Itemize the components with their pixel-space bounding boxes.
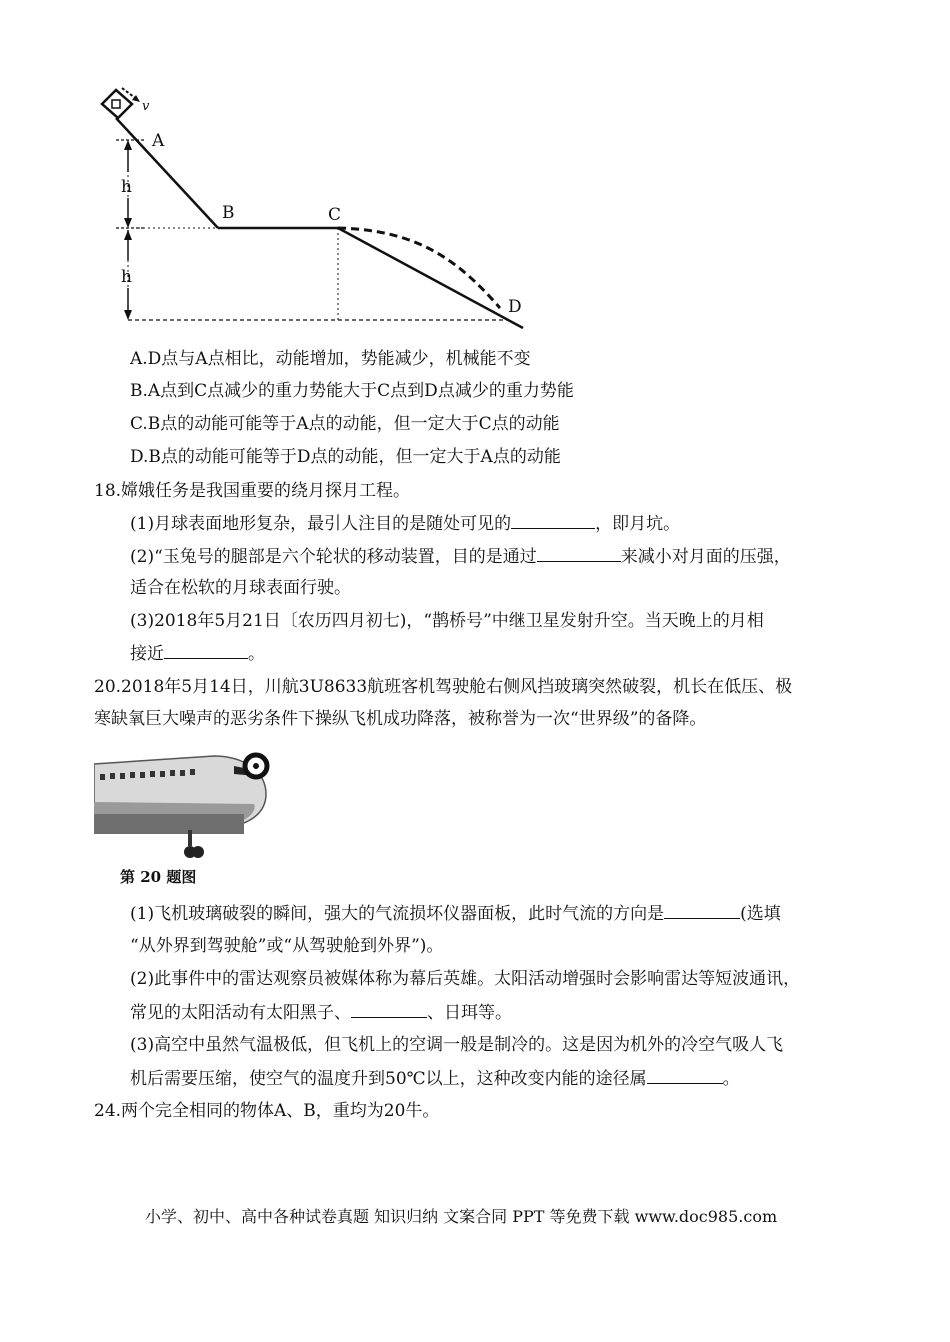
q18-part3-cont: 接近 。 — [130, 644, 265, 664]
q18-stem: 18.嫦娥任务是我国重要的绕月探月工程。 — [94, 481, 411, 501]
block-icon — [102, 90, 132, 118]
label-h-lower: h — [121, 267, 132, 287]
q24-stem: 24.两个完全相同的物体A、B，重均为20牛。 — [94, 1101, 440, 1121]
q20-part2: (2)此事件中的雷达观察员被媒体称为幕后英雄。太阳活动增强时会影响雷达等短波通讯， — [130, 969, 801, 989]
label-b: B — [222, 203, 235, 223]
label-v: v — [142, 99, 150, 114]
label-d: D — [508, 297, 522, 317]
slope-diagram — [88, 80, 548, 335]
q17-option-b: B.A点到C点减少的重力势能大于C点到D点减少的重力势能 — [130, 381, 574, 401]
answer-blank[interactable] — [537, 545, 621, 562]
q20-part1-cont: “从外界到驾驶舱”或“从驾驶舱到外界”)。 — [130, 936, 444, 956]
q17-option-a: A.D点与A点相比，动能增加，势能减少，机械能不变 — [130, 349, 531, 369]
q20-stem-cont: 寒缺氧巨大噪声的恶劣条件下操纵飞机成功降落，被称誉为一次“世界级”的备降。 — [94, 709, 707, 729]
slope-cd — [338, 228, 523, 328]
dimension-arrows-icon — [124, 140, 132, 320]
label-a: A — [152, 131, 165, 151]
answer-blank[interactable] — [164, 642, 248, 659]
q17-option-d: D.B点的动能可能等于D点的动能，但一定大于A点的动能 — [130, 447, 561, 467]
page-footer: 小学、初中、高中各种试卷真题 知识归纳 文案合同 PPT 等免费下载 www.doc985.com — [145, 1207, 778, 1226]
q18-part3: (3)2018年5月21日〔农历四月初七)，“鹊桥号”中继卫星发射升空。当天晚上的月相 — [130, 611, 764, 631]
q20-part3: (3)高空中虽然气温极低，但飞机上的空调一般是制冷的。这是因为机外的冷空气吸人飞 — [130, 1035, 784, 1055]
q20-part1: (1)飞机玻璃破裂的瞬间，强大的气流损坏仪器面板，此时气流的方向是 (选填 — [130, 904, 781, 924]
q20-part2-cont: 常见的太阳活动有太阳黑子、 、日珥等。 — [130, 1003, 512, 1023]
airplane-photo — [94, 742, 276, 888]
figure-caption: 第 20 题图 — [120, 868, 197, 886]
answer-blank[interactable] — [511, 512, 595, 529]
q20-part3-cont: 机后需要压缩，使空气的温度升到50℃以上，这种改变内能的途径属 。 — [130, 1069, 740, 1089]
q18-part2-cont: 适合在松软的月球表面行驶。 — [130, 578, 351, 598]
label-c: C — [328, 205, 342, 225]
q18-part1: (1)月球表面地形复杂，最引人注目的是随处可见的 ，即月坑。 — [130, 514, 681, 534]
answer-blank[interactable] — [647, 1067, 723, 1084]
slope-ab — [116, 118, 218, 228]
answer-blank[interactable] — [664, 902, 740, 919]
label-h-upper: h — [121, 177, 132, 197]
q20-stem: 20.2018年5月14日，川航3U8633航班客机驾驶舱右侧风挡玻璃突然破裂，机长在低压、极 — [94, 677, 793, 697]
q17-option-c: C.B点的动能可能等于A点的动能，但一定大于C点的动能 — [130, 414, 560, 434]
answer-blank[interactable] — [351, 1001, 427, 1018]
q18-part2: (2)“玉兔号的腿部是六个轮状的移动装置，目的是通过 来减小对月面的压强， — [130, 547, 791, 567]
